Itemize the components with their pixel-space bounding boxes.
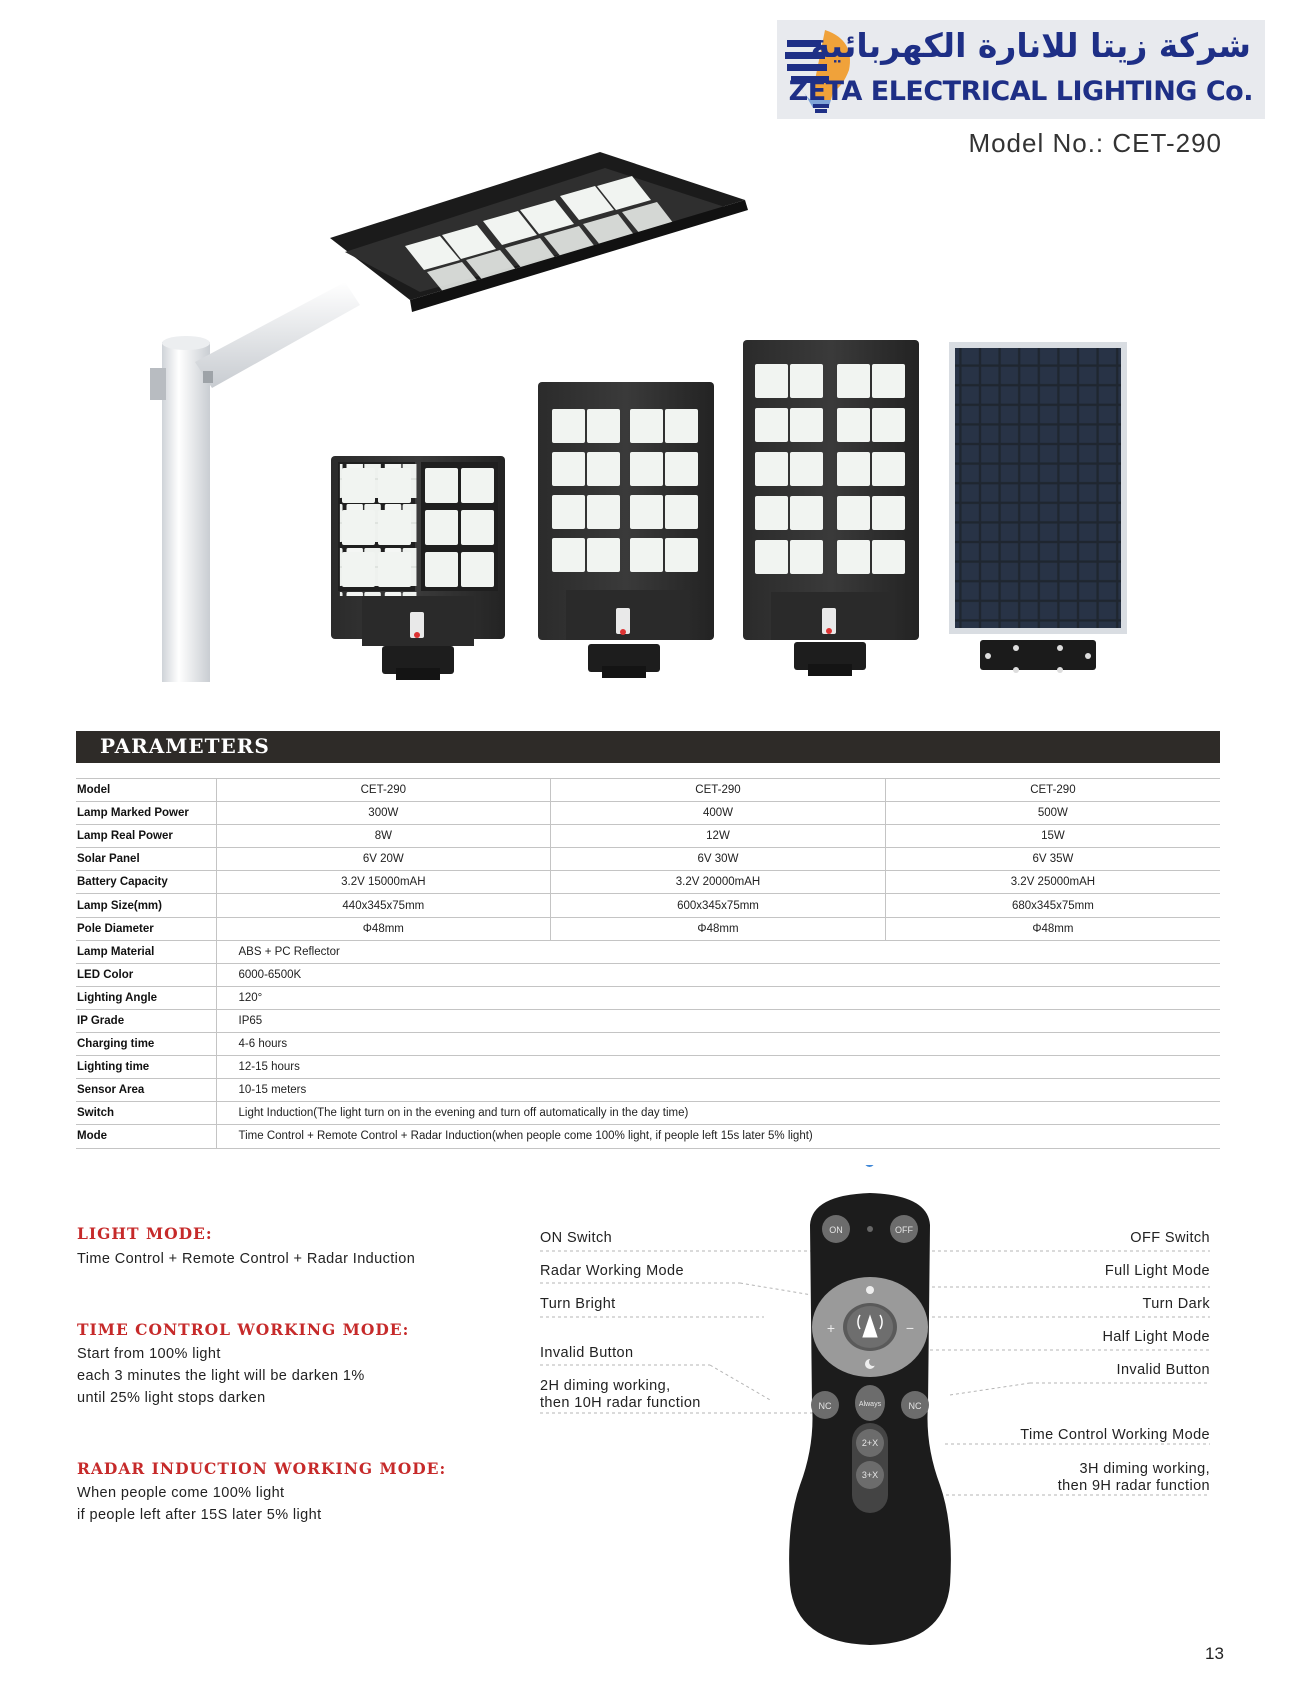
table-row (76, 1102, 1220, 1125)
cell-value: 500W (885, 802, 1220, 825)
2x-button[interactable] (856, 1429, 884, 1457)
table-row (76, 779, 1220, 802)
radar-mode-title: RADAR INDUCTION WORKING MODE: (77, 1459, 447, 1478)
table-row (76, 1125, 1220, 1148)
time-mode-title: TIME CONTROL WORKING MODE: (77, 1320, 410, 1339)
cell-value: Φ48mm (551, 917, 886, 940)
row-label: Lamp Real Power (76, 825, 216, 848)
label-3h-cont: then 9H radar function (1057, 1478, 1210, 1494)
light-mode-title: LIGHT MODE: (77, 1224, 213, 1243)
logo-arabic-name: شركة زيتا للانارة الكهربائية (810, 26, 1251, 65)
row-label: Model (76, 779, 216, 802)
lamp-400w-image (538, 382, 714, 678)
cell-value: Φ48mm (216, 917, 551, 940)
cell-value: Light Induction(The light turn on in the evening and turn off automatically in the day time) (216, 1102, 1220, 1125)
nc-right-button[interactable] (901, 1391, 929, 1419)
2x-button-label: 2+X (861, 1438, 879, 1448)
lamp-500w-image (743, 340, 919, 676)
cell-value: 15W (885, 825, 1220, 848)
page-number: 13 (1205, 1644, 1224, 1663)
row-label: Battery Capacity (76, 871, 216, 894)
section-title: PARAMETERS (100, 734, 270, 758)
row-label: Lamp Size(mm) (76, 894, 216, 917)
row-label: Pole Diameter (76, 917, 216, 940)
row-label: Lighting time (76, 1056, 216, 1079)
label-invalid-right: Invalid Button (1116, 1362, 1210, 1378)
minus-button[interactable]: − (905, 1320, 915, 1336)
cell-value: 3.2V 15000mAH (216, 871, 551, 894)
cell-value: 10-15 meters (216, 1079, 1220, 1102)
label-2h: 2H diming working, (540, 1378, 671, 1394)
label-turn-dark: Turn Dark (1142, 1296, 1210, 1312)
label-off-switch: OFF Switch (1130, 1230, 1210, 1246)
table-row (76, 940, 1220, 963)
row-label: IP Grade (76, 1009, 216, 1032)
label-half-light: Half Light Mode (1102, 1329, 1210, 1345)
label-time-control: Time Control Working Mode (1020, 1427, 1210, 1443)
always-button-label: Always (858, 1401, 882, 1408)
cell-value: 6V 35W (885, 848, 1220, 871)
row-label: Charging time (76, 1033, 216, 1056)
cell-value: CET-290 (551, 779, 886, 802)
on-button-label: ON (829, 1225, 843, 1235)
time-mode-line: until 25% light stops darken (77, 1390, 266, 1406)
time-mode-line: Start from 100% light (77, 1346, 221, 1362)
sun-icon[interactable] (866, 1286, 874, 1294)
row-label: Lighting Angle (76, 986, 216, 1009)
label-turn-bright: Turn Bright (540, 1296, 616, 1312)
cell-value: 400W (551, 802, 886, 825)
radar-mode-line: When people come 100% light (77, 1485, 285, 1501)
3x-button[interactable] (856, 1461, 884, 1489)
table-row (76, 894, 1220, 917)
cell-value: IP65 (216, 1009, 1220, 1032)
table-row (76, 917, 1220, 940)
cell-value: 8W (216, 825, 551, 848)
table-row (76, 1056, 1220, 1079)
row-label: Lamp Marked Power (76, 802, 216, 825)
always-button[interactable] (855, 1385, 885, 1421)
company-logo (777, 20, 1265, 119)
off-button-label: OFF (895, 1225, 913, 1235)
parameters-header-bar (76, 731, 1220, 763)
row-label: LED Color (76, 963, 216, 986)
solar-panel-image (949, 342, 1127, 673)
row-label: Mode (76, 1125, 216, 1148)
parameters-table (76, 778, 1220, 1149)
cell-value: 3.2V 25000mAH (885, 871, 1220, 894)
row-label: Lamp Material (76, 940, 216, 963)
cell-value: CET-290 (885, 779, 1220, 802)
cell-value: 6V 30W (551, 848, 886, 871)
cell-value: 300W (216, 802, 551, 825)
table-row (76, 1079, 1220, 1102)
cell-value: Time Control + Remote Control + Radar Induction(when people come 100% light, if people left 15s later 5% light) (216, 1125, 1220, 1148)
model-number: Model No.: CET-290 (968, 128, 1222, 158)
lamp-300w-image (331, 456, 505, 680)
light-mode-text: Time Control + Remote Control + Radar Induction (77, 1251, 416, 1267)
table-row (76, 871, 1220, 894)
row-label: Switch (76, 1102, 216, 1125)
cell-value: 120° (216, 986, 1220, 1009)
product-images (0, 150, 1290, 690)
cell-value: 440x345x75mm (216, 894, 551, 917)
table-row (76, 1009, 1220, 1032)
cell-value: 6V 20W (216, 848, 551, 871)
label-on-switch: ON Switch (540, 1230, 613, 1246)
table-row (76, 963, 1220, 986)
radar-mode-line: if people left after 15S later 5% light (77, 1507, 322, 1523)
cell-value: Φ48mm (885, 917, 1220, 940)
label-2h-cont: then 10H radar function (540, 1395, 701, 1411)
cell-value: ABS + PC Reflector (216, 940, 1220, 963)
cell-value: CET-290 (216, 779, 551, 802)
logo-english-name: ZETA ELECTRICAL LIGHTING Co. (788, 76, 1253, 107)
label-radar-mode: Radar Working Mode (540, 1263, 684, 1279)
cell-value: 4-6 hours (216, 1033, 1220, 1056)
nc-left-label: NC (818, 1401, 832, 1411)
table-row (76, 1033, 1220, 1056)
table-row (76, 825, 1220, 848)
nc-left-button[interactable] (811, 1391, 839, 1419)
cell-value: 680x345x75mm (885, 894, 1220, 917)
table-row (76, 848, 1220, 871)
cell-value: 12W (551, 825, 886, 848)
row-label: Sensor Area (76, 1079, 216, 1102)
nc-right-label: NC (908, 1401, 922, 1411)
cell-value: 3.2V 20000mAH (551, 871, 886, 894)
label-3h: 3H diming working, (1079, 1461, 1210, 1477)
cell-value: 600x345x75mm (551, 894, 886, 917)
row-label: Solar Panel (76, 848, 216, 871)
label-invalid-left: Invalid Button (540, 1345, 634, 1361)
cell-value: 12-15 hours (216, 1056, 1220, 1079)
table-row (76, 986, 1220, 1009)
table-row (76, 802, 1220, 825)
label-full-light: Full Light Mode (1104, 1263, 1210, 1279)
on-button[interactable] (822, 1215, 850, 1243)
cell-value: 6000-6500K (216, 963, 1220, 986)
plus-button[interactable]: + (826, 1320, 836, 1336)
off-button[interactable] (890, 1215, 918, 1243)
3x-button-label: 3+X (861, 1470, 879, 1480)
time-mode-line: each 3 minutes the light will be darken 1% (77, 1368, 365, 1384)
